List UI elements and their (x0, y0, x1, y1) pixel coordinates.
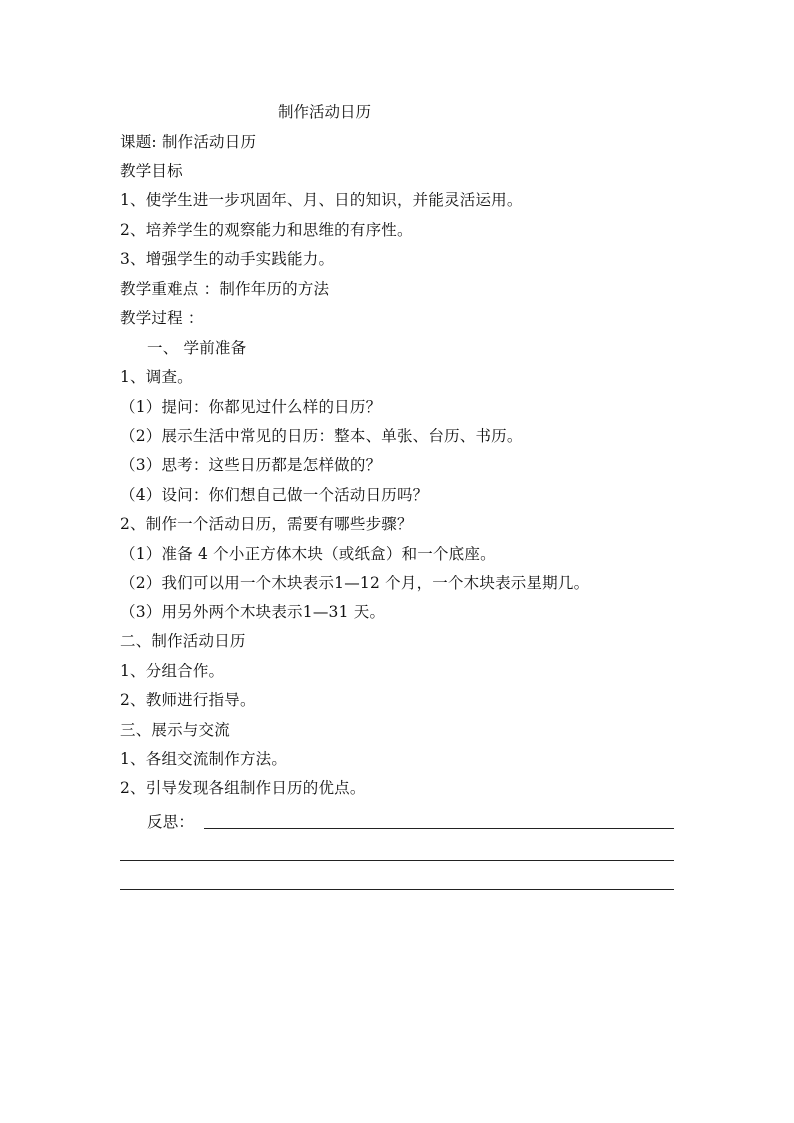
goal-item-2: 2、培养学生的观察能力和思维的有序性。 (120, 221, 413, 239)
teaching-process-heading: 教学过程 ： (120, 309, 204, 327)
reflection-label: 反思： (147, 813, 195, 831)
section-3-heading: 三、展示与交流 (120, 721, 230, 739)
step-2: 2、制作一个活动日历，需要有哪些步骤？ (120, 515, 413, 533)
step-1-item-1: （1）提问：你都见过什么样的日历？ (120, 398, 382, 416)
section-2-item-2: 2、教师进行指导。 (120, 691, 256, 709)
reflection-line-1 (204, 828, 674, 829)
section-2-item-1: 1、分组合作。 (120, 662, 225, 680)
step-2-item-3: （3）用另外两个木块表示1—31 天。 (120, 603, 386, 621)
step-1-item-2: （2）展示生活中常见的日历：整本、单张、台历、书历。 (120, 427, 523, 445)
goal-item-1: 1、使学生进一步巩固年、月、日的知识，并能灵活运用。 (120, 191, 523, 209)
key-points: 教学重难点 ：制作年历的方法 (120, 280, 330, 298)
step-2-item-1: （1）准备 4 个小正方体木块（或纸盒）和一个底座。 (120, 545, 496, 563)
lesson-topic: 课题: 制作活动日历 (120, 133, 257, 151)
section-2-heading: 二、制作活动日历 (120, 632, 246, 650)
step-1-item-4: （4）设问：你们想自己做一个活动日历吗？ (120, 486, 429, 504)
section-3-item-1: 1、各组交流制作方法。 (120, 750, 288, 768)
step-2-item-2: （2）我们可以用一个木块表示1—12 个月，一个木块表示星期几。 (120, 574, 590, 592)
goal-item-3: 3、增强学生的动手实践能力。 (120, 250, 335, 268)
teaching-goals-heading: 教学目标 (120, 162, 183, 180)
reflection-line-3 (120, 889, 674, 890)
section-3-item-2: 2、引导发现各组制作日历的优点。 (120, 779, 366, 797)
section-1-heading: 一、 学前准备 (147, 339, 247, 357)
step-1: 1、调查。 (120, 368, 193, 386)
document-title: 制作活动日历 (278, 103, 372, 121)
step-1-item-3: （3）思考：这些日历都是怎样做的？ (120, 456, 382, 474)
reflection-line-2 (120, 860, 674, 861)
